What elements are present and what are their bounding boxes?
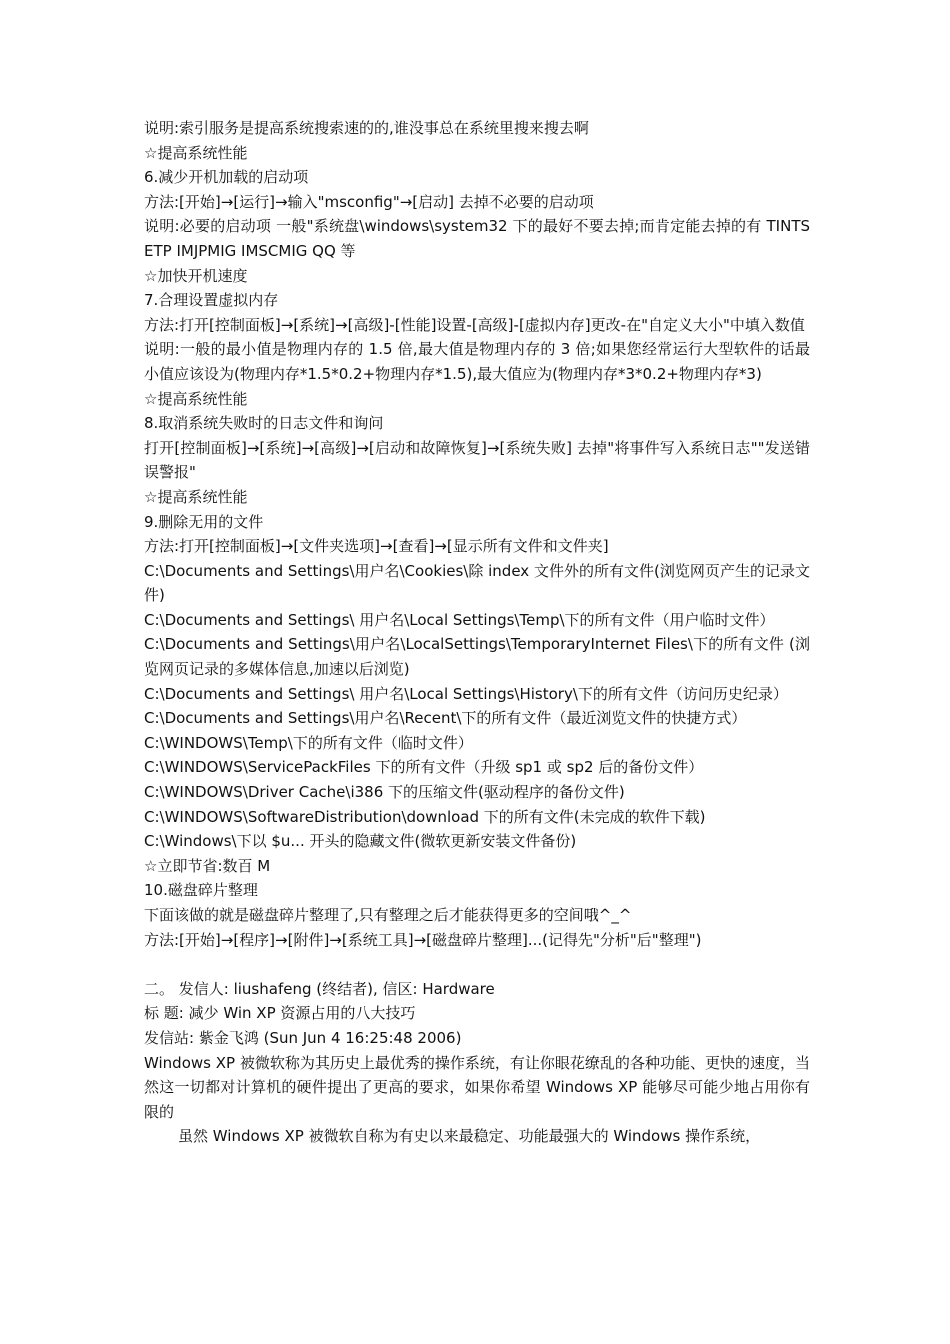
benefit-line: ☆加快开机速度 <box>144 266 248 285</box>
path-software-distribution: C:\WINDOWS\SoftwareDistribution\download 下的所有文件(未完成的软件下载) <box>144 807 706 826</box>
path-driver-cache: C:\WINDOWS\Driver Cache\i386 下的压缩文件(驱动程序的备份文件) <box>144 783 625 802</box>
benefit-line: ☆立即节省:数百 M <box>144 856 271 875</box>
post-header-sender: 二。 发信人: liushafeng (终结者), 信区: Hardware <box>144 979 495 998</box>
section-heading-6: 6.减少开机加载的启动项 <box>144 168 309 187</box>
path-hidden-update-backup: C:\Windows\下以 $u... 开头的隐藏文件(微软更新安装文件备份) <box>144 832 577 851</box>
path-servicepackfiles: C:\WINDOWS\ServicePackFiles 下的所有文件（升级 sp1 或 sp2 后的备份文件） <box>144 758 704 777</box>
note-index-service: 说明:索引服务是提高系统搜索速的的,谁没事总在系统里搜来搜去啊 <box>144 119 589 137</box>
note-startup-items: 说明:必要的启动项 一般"系统盘\windows\system32 下的最好不要去掉;而肯定能去掉的有 TINTSETP IMJPMIG IMSCMIG QQ 等 <box>144 217 810 260</box>
blank-line <box>144 952 810 977</box>
section-heading-10: 10.磁盘碎片整理 <box>144 881 258 900</box>
post-header-station: 发信站: 紫金飞鸿 (Sun Jun 4 16:25:48 2006) <box>144 1028 462 1047</box>
path-temp: C:\Documents and Settings\ 用户名\Local Settings\Temp\下的所有文件（用户临时文件） <box>144 610 775 629</box>
method-line: 方法:打开[控制面板]→[文件夹选项]→[查看]→[显示所有文件和文件夹] <box>144 537 609 556</box>
path-history: C:\Documents and Settings\ 用户名\Local Settings\History\下的所有文件（访问历史纪录） <box>144 684 788 703</box>
method-virtual-memory: 方法:打开[控制面板]→[系统]→[高级]-[性能]设置-[高级]-[虚拟内存]更改-在"自定义大小"中填入数值 <box>144 315 805 334</box>
path-cookies: C:\Documents and Settings\用户名\Cookies\除 index 文件外的所有文件(浏览网页产生的记录文件) <box>144 561 810 605</box>
body-paragraph-2: 虽然 Windows XP 被微软自称为有史以来最稳定、功能最强大的 Windows 操作系统， <box>178 1127 761 1146</box>
note-virtual-memory: 说明:一般的最小值是物理内存的 1.5 倍,最大值是物理内存的 3 倍;如果您经常运行大型软件的话最小值应该设为(物理内存*1.5*0.2+物理内存*1.5),最大值应为(物理内存*3*0.2+物理内存*3) <box>144 340 810 383</box>
section-heading-8: 8.取消系统失败时的日志文件和询问 <box>144 414 384 433</box>
benefit-line: ☆提高系统性能 <box>144 389 248 408</box>
method-line: 方法:[开始]→[运行]→输入"msconfig"→[启动] 去掉不必要的启动项 <box>144 192 594 211</box>
path-windows-temp: C:\WINDOWS\Temp\下的所有文件（临时文件） <box>144 733 473 752</box>
post-header-title: 标 题: 减少 Win XP 资源占用的八大技巧 <box>144 1004 416 1023</box>
path-recent: C:\Documents and Settings\用户名\Recent\下的所有文件（最近浏览文件的快捷方式） <box>144 709 747 728</box>
section-heading-7: 7.合理设置虚拟内存 <box>144 291 279 310</box>
method-defrag: 方法:[开始]→[程序]→[附件]→[系统工具]→[磁盘碎片整理]...(记得先"分析"后"整理") <box>144 930 702 949</box>
benefit-line: ☆提高系统性能 <box>144 487 248 506</box>
path-temporary-internet-files: C:\Documents and Settings\用户名\LocalSettings\TemporaryInternet Files\下的所有文件 (浏览网页记录的多媒体信息,加速以后浏览) <box>144 635 810 679</box>
document-page <box>144 116 810 1149</box>
benefit-line: ☆提高系统性能 <box>144 143 248 162</box>
body-paragraph-1: Windows XP 被微软称为其历史上最优秀的操作系统，有让你眼花缭乱的各种功能、更快的速度，当然这一切都对计算机的硬件提出了更高的要求，如果你希望 Windows XP 能够尽可能少地占用你有限的 <box>144 1053 810 1121</box>
section-heading-9: 9.删除无用的文件 <box>144 512 264 531</box>
intro-defrag: 下面该做的就是磁盘碎片整理了,只有整理之后才能获得更多的空间哦^_^ <box>144 906 632 924</box>
method-system-failure: 打开[控制面板]→[系统]→[高级]→[启动和故障恢复]→[系统失败] 去掉"将事件写入系统日志""发送错误警报" <box>144 438 810 482</box>
